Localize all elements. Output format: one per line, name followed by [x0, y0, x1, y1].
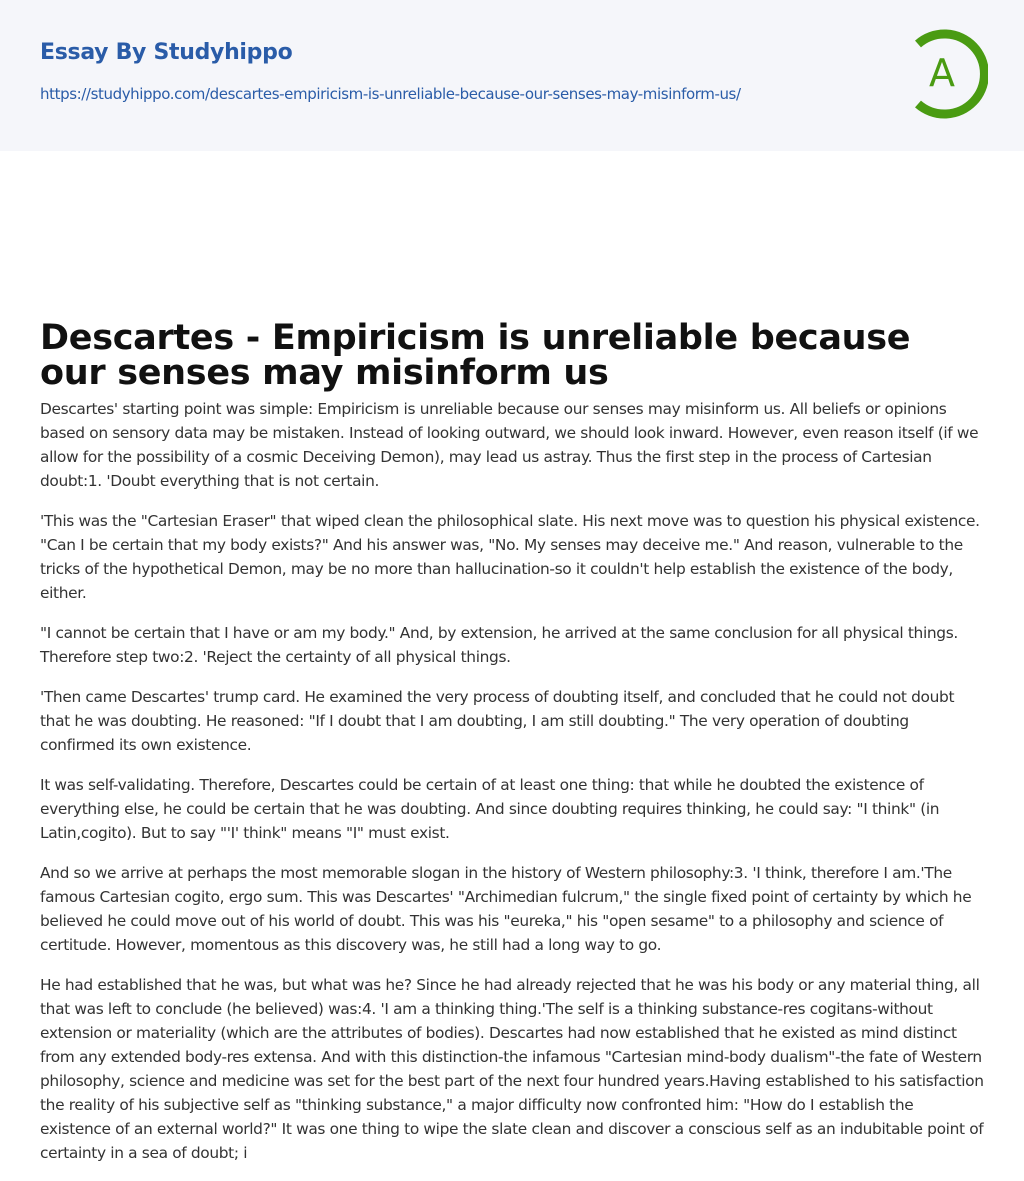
site-header: [0, 0, 1024, 151]
brand-title: Essay By Studyhippo: [40, 40, 293, 65]
paragraph: "I cannot be certain that I have or am my body." And, by extension, he arrived at the same conclusion for all physical things. Therefore step two:2. 'Reject the certainty of all physical things.: [40, 624, 958, 666]
article-title: Descartes - Empiricism is unreliable because our senses may misinform us: [40, 318, 911, 393]
paragraph: 'This was the "Cartesian Eraser" that wiped clean the philosophical slate. His next move was to question his physical existence. "Can I be certain that my body exists?" And his answer was, "No. My senses may deceive me." And reason, vulnerable to the tricks of the hypothetical Demon, may be no more than hallucination-so it couldn't help establish the existence of the body, either.: [40, 512, 980, 602]
paragraph: 'Then came Descartes' trump card. He examined the very process of doubting itself, and concluded that he could not doubt that he was doubting. He reasoned: "If I doubt that I am doubting, I am still doubting." The very operation of doubting confirmed its own existence.: [40, 688, 955, 754]
paragraph: He had established that he was, but what was he? Since he had already rejected that he was his body or any material thing, all that was left to conclude (he believed) was:4. 'I am a thinking thing.'The self is a thinking substance-res cogitans-without extension or materiality (which are the attributes of bodies). Descartes had now established that he existed as mind distinct from any extended body-res extensa. And with this distinction-the infamous "Cartesian mind-body dualism"-the fate of Western philosophy, science and medicine was set for the best part of the next four hundred years.Having established to his satisfaction the reality of his subjective self as "thinking substance," a major difficulty now confronted him: "How do I establish the existence of an external world?" It was one thing to wipe the slate clean and discover a conscious self as an indubitable point of certainty in a sea of doubt; i: [40, 976, 984, 1162]
article-body: [0, 391, 1024, 1165]
source-url-link[interactable]: https://studyhippo.com/descartes-empiricism-is-unreliable-because-our-senses-may-misinform-us/: [40, 85, 741, 103]
logo-letter: A: [929, 51, 955, 95]
paragraph: And so we arrive at perhaps the most memorable slogan in the history of Western philosophy:3. 'I think, therefore I am.'The famous Cartesian cogito, ergo sum. This was Descartes' "Archimedian fulcrum," the single fixed point of certainty by which he believed he could move out of his world of doubt. This was his "eureka," his "open sesame" to a philosophy and science of certitude. However, momentous as this discovery was, he still had a long way to go.: [40, 864, 972, 954]
studyhippo-logo-icon[interactable]: [896, 28, 988, 120]
paragraph: It was self-validating. Therefore, Descartes could be certain of at least one thing: that while he doubted the existence of everything else, he could be certain that he was doubting. And since doubting requires thinking, he could say: "I think" (in Latin,cogito). But to say "'I' think" means "I" must exist.: [40, 776, 940, 842]
paragraph: Descartes' starting point was simple: Empiricism is unreliable because our senses may misinform us. All beliefs or opinions based on sensory data may be mistaken. Instead of looking outward, we should look inward. However, even reason itself (if we allow for the possibility of a cosmic Deceiving Demon), may lead us astray. Thus the first step in the process of Cartesian doubt:1. 'Doubt everything that is not certain.: [40, 400, 979, 490]
